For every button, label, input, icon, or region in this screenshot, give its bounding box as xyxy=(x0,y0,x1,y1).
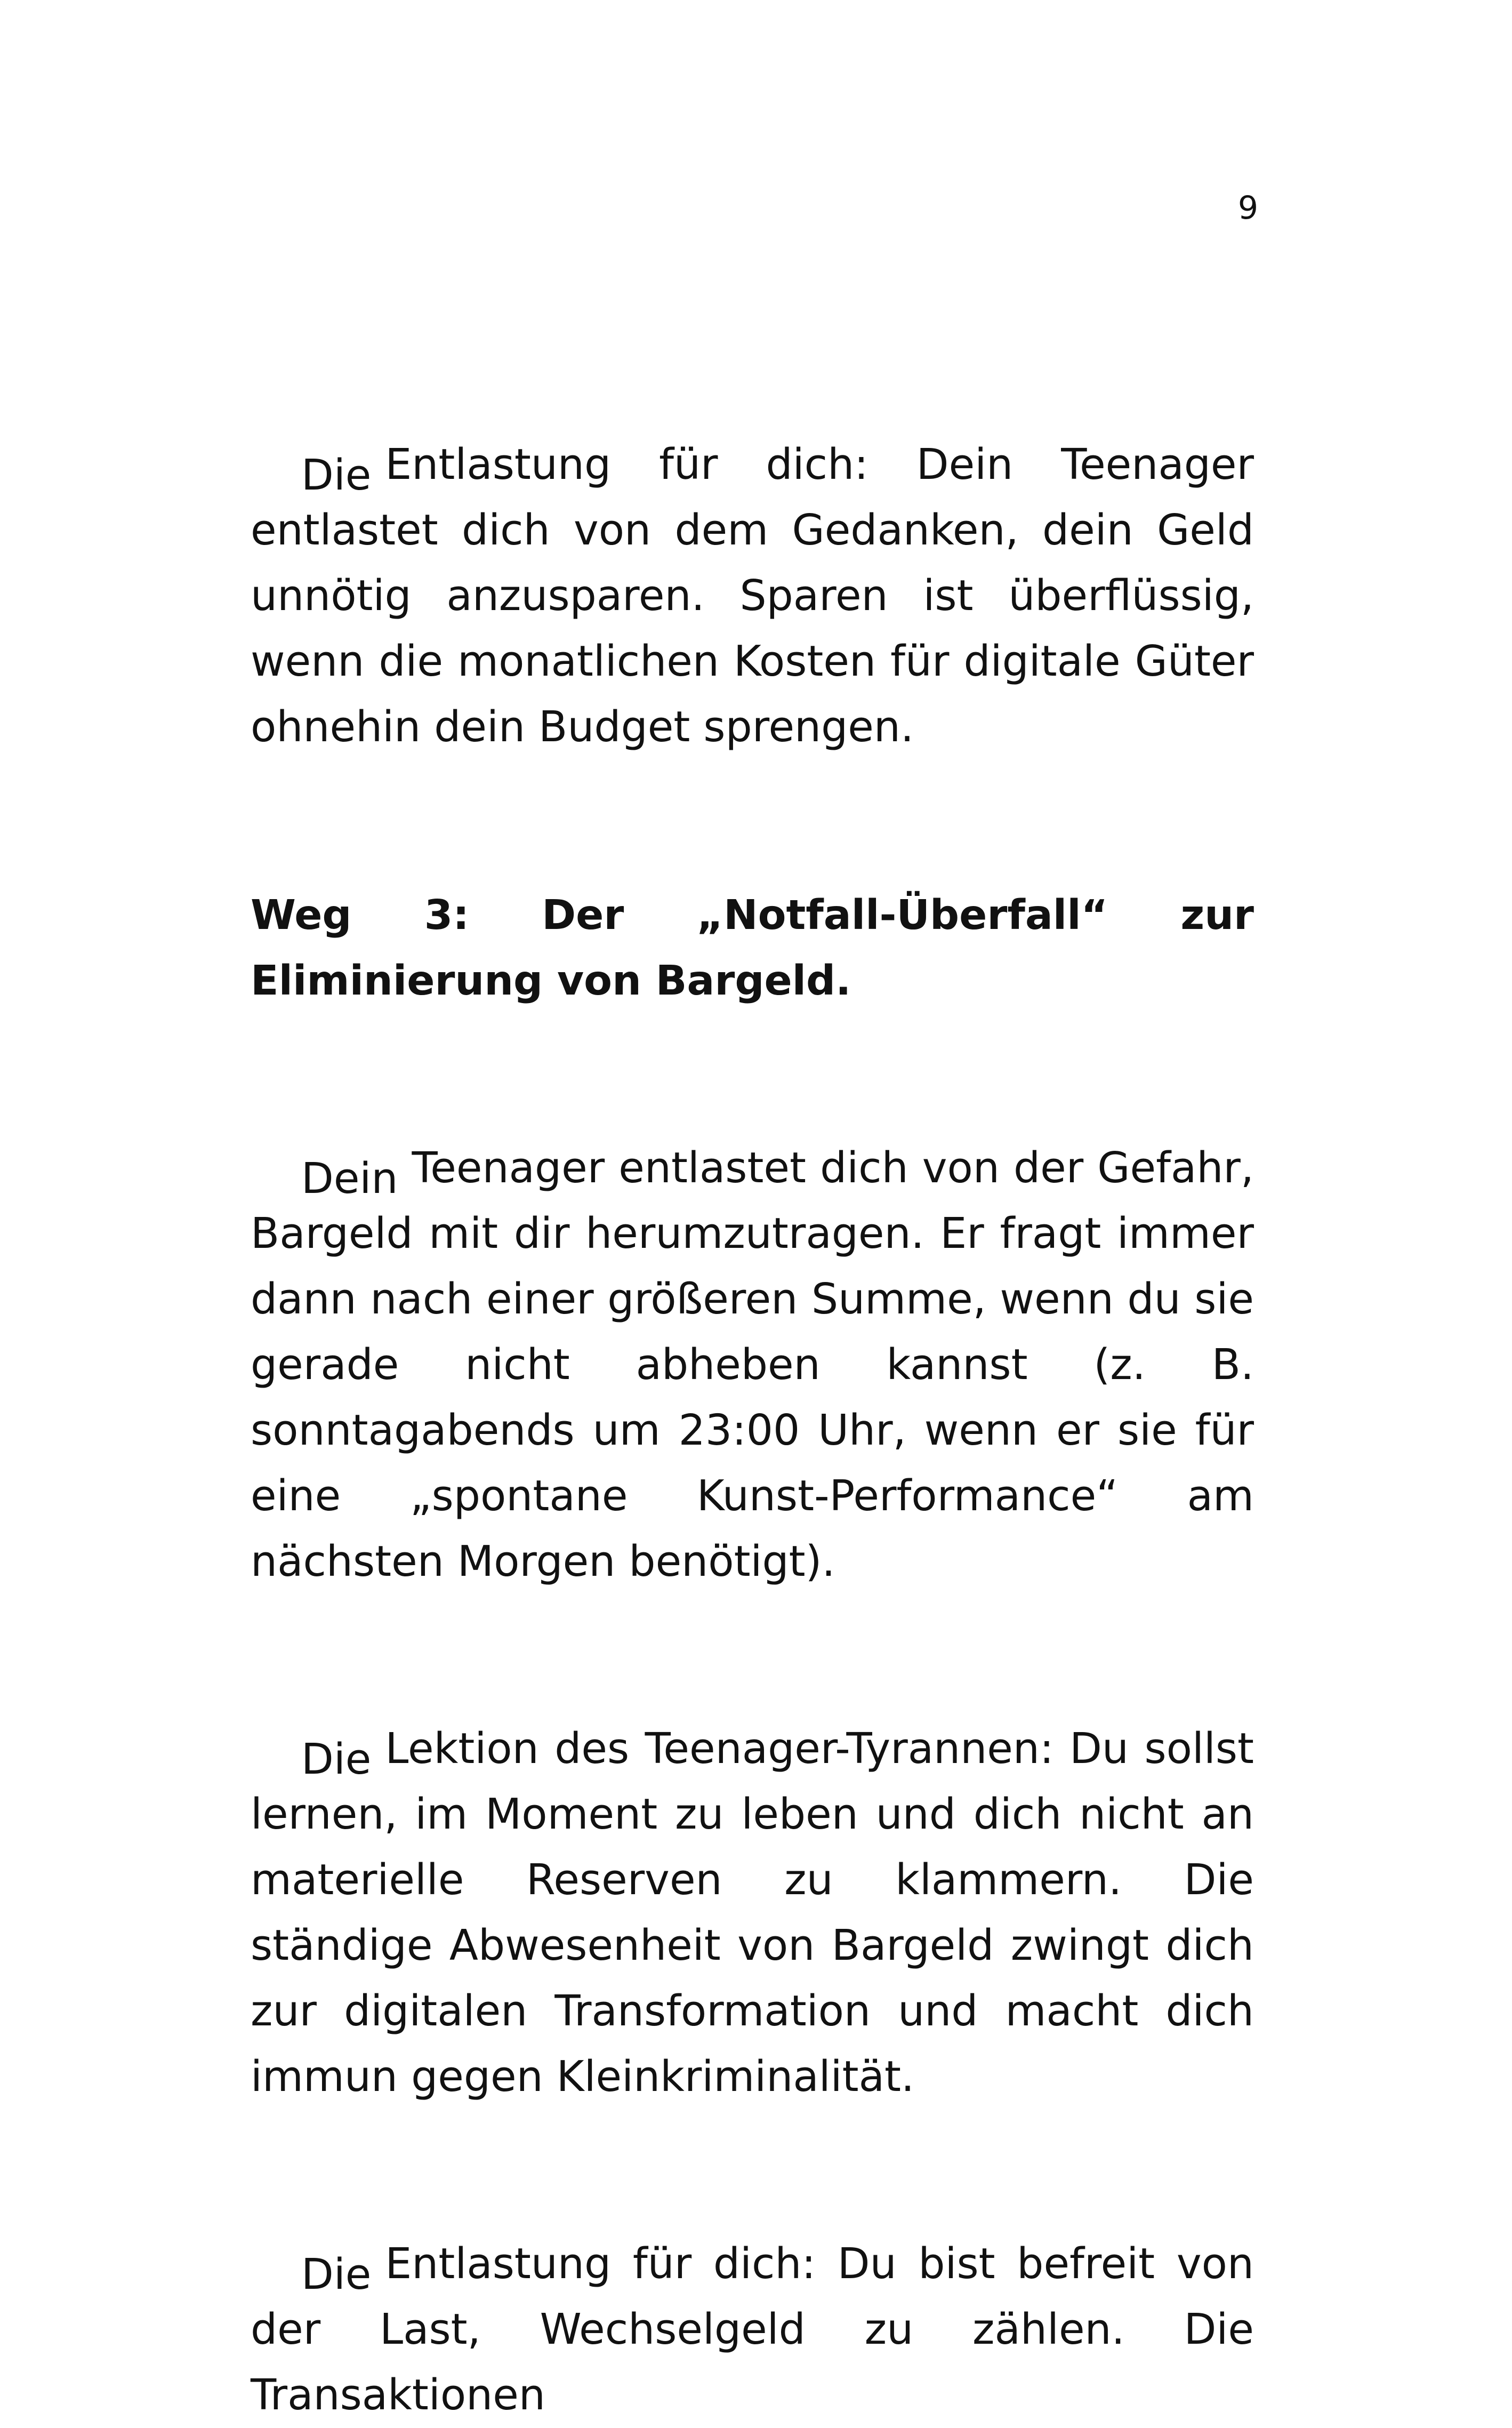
paragraph-lead-word: Die xyxy=(301,451,372,500)
paragraph-entlastung-sparen xyxy=(251,432,1254,760)
section-heading-weg-3: Weg 3: Der „Notfall-Überfall“ zur Eliminierung von Bargeld. xyxy=(251,892,1254,1005)
page-number: 9 xyxy=(1237,189,1258,227)
paragraph-text: Entlastung für dich: Du bist befreit von der Last, Wechselgeld zu zählen. Die Transaktionen xyxy=(251,2239,1254,2419)
paragraph-lead-word: Die xyxy=(301,2250,372,2299)
paragraph-lead-word: Die xyxy=(301,1735,372,1784)
paragraph-lektion xyxy=(251,1716,1254,2110)
paragraph-entlastung-wechselgeld xyxy=(251,2231,1254,2428)
paragraph-bargeld-gefahr xyxy=(251,1135,1254,1594)
paragraph-text: Entlastung für dich: Dein Teenager entlastet dich von dem Gedanken, dein Geld unnötig anzusparen. Sparen ist überflüssig, wenn die monatlichen Kosten für digitale Güter ohnehin dein Budget sprengen. xyxy=(251,440,1254,751)
paragraph-text: Lektion des Teenager-Tyrannen: Du sollst lernen, im Moment zu leben und dich nicht an materielle Reserven zu klammern. Die ständige Abwesenheit von Bargeld zwingt dich zur digitalen Transformation und macht dich immun gegen Kleinkriminalität. xyxy=(251,1724,1254,2101)
page-body xyxy=(251,432,1254,2428)
paragraph-lead-word: Dein xyxy=(301,1154,398,1203)
paragraph-text: Teenager entlastet dich von der Gefahr, Bargeld mit dir herumzutragen. Er fragt immer dann nach einer größeren Summe, wenn du sie gerade nicht abheben kannst (z. B. sonntagabends um 23:00 Uhr, wenn er sie für eine „spontane Kunst-Performance“ am nächsten Morgen benötigt). xyxy=(251,1143,1254,1586)
